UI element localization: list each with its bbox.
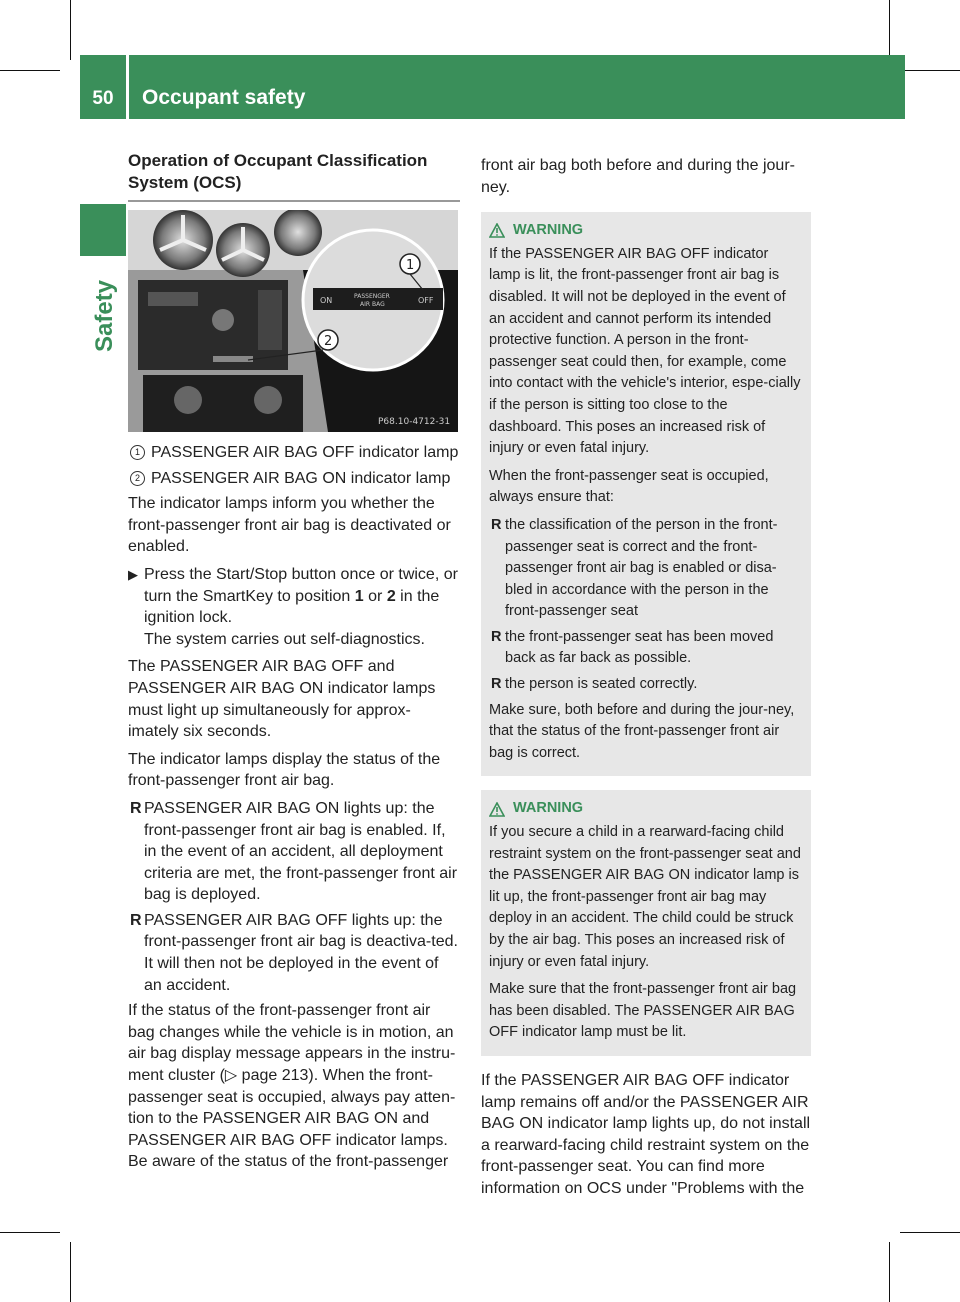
crop-mark [0, 1232, 60, 1233]
callout-number: 2 [130, 471, 145, 486]
callout-item [128, 442, 460, 464]
warning-box [481, 212, 811, 776]
warning-triangle-icon [489, 802, 505, 817]
callout-number: 1 [130, 445, 145, 460]
photo-label-airbag: AIR BAG [360, 301, 385, 308]
bullet-item [128, 798, 460, 906]
warning-text: Make sure that the front-passenger front air bag has been disabled. The PASSENGER AIR BAG OFF indicator lamp must be lit. [489, 981, 797, 1041]
warning-header [489, 798, 803, 820]
paragraph: If the PASSENGER AIR BAG OFF indicator lamp remains off and/or the PASSENGER AIR BAG ON indicator lamp lights up, do not install a rearward-facing child restraint system on the front-passenger seat. You can find more information on OCS under "Problems with the [481, 1071, 811, 1197]
instruction-step [128, 564, 460, 650]
warning-triangle-icon [489, 223, 505, 238]
photo-label-on: ON [320, 296, 333, 305]
crop-mark [889, 0, 890, 60]
crop-mark [70, 1242, 71, 1302]
paragraph: The PASSENGER AIR BAG OFF and PASSENGER AIR BAG ON indicator lamps must light up simultaneously for approx-imately six seconds. [128, 658, 436, 741]
paragraph: The indicator lamps inform you whether the front-passenger front air bag is deactivated or enabled. [128, 495, 451, 556]
warning-text: If you secure a child in a rearward-facing child restraint system on the front-passenger seat and the PASSENGER AIR BAG ON indicator lamp is lit up, the front-passenger front air bag may deploy in an accident. The child could be struck by the air bag. This poses an increased risk of injury or even fatal injury. [489, 824, 801, 970]
warning-text: Make sure, both before and during the jour-ney, that the status of the front-passenger front air bag is correct. [489, 701, 795, 761]
bullet-icon: R [491, 516, 502, 533]
page-reference-link[interactable]: ▷ page 213 [224, 1067, 309, 1085]
bullet-icon: R [491, 676, 502, 693]
step-or: or [363, 587, 387, 605]
step-position-2: 2 [386, 587, 396, 605]
bullet-item [489, 674, 803, 696]
paragraph: front air bag both before and during the jour-ney. [481, 157, 795, 196]
header-separator [126, 55, 129, 119]
photo-marker-1: 1 [406, 258, 415, 273]
bullet-text: PASSENGER AIR BAG ON lights up: the front-passenger front air bag is enabled. If, in the event of an accident, all deployment criteria are met, the front-passenger front air bag is deployed. [144, 799, 458, 904]
bullet-item [489, 627, 803, 670]
callout-item [128, 468, 460, 490]
crop-mark [70, 0, 71, 60]
bullet-item [489, 515, 803, 623]
bullet-text: the person is seated correctly. [505, 676, 698, 693]
step-text: Press the Start/Stop button once or twice, or turn the SmartKey to position [144, 565, 458, 605]
paragraph-text: ). When the front-passenger seat is occupied, always pay atten-tion to the PASSENGER AIR BAG ON and PASSENGER AIR BAG OFF indicator lamps. Be aware of the status of the front-passenger [128, 1067, 456, 1171]
warning-header [489, 220, 803, 242]
warning-title: WARNING [513, 222, 584, 239]
crop-mark [889, 1242, 890, 1302]
paragraph-text: If the status of the front-passenger front air bag changes while the vehicle is in motion, an air bag display message appears in the instru-ment cluster ( [128, 1002, 456, 1085]
side-label: Safety [91, 279, 118, 352]
section-title: Operation of Occupant Classification System (OCS) [128, 150, 460, 202]
bullet-text: the classification of the person in the front-passenger seat is correct and the front-passenger front air bag is enabled or disa-bled in accordance with the person in the front-passenger seat [505, 516, 778, 620]
step-result: The system carries out self-diagnostics. [144, 630, 425, 648]
photo-marker-2: 2 [324, 334, 333, 349]
photo-label-off: OFF [418, 296, 434, 305]
bullet-item [128, 910, 460, 996]
bullet-icon: R [130, 799, 142, 817]
bullet-text: the front-passenger seat has been moved back as far back as possible. [505, 628, 774, 667]
bullet-icon: R [130, 911, 142, 929]
bullet-icon: R [491, 628, 502, 645]
header-title: Occupant safety [142, 86, 306, 109]
page-number: 50 [92, 88, 114, 109]
step-arrow-icon: ▶ [128, 566, 138, 582]
warning-text: When the front-passenger seat is occupied, always ensure that: [489, 467, 769, 506]
warning-title: WARNING [513, 800, 584, 817]
photo-code: P68.10-4712-31 [378, 417, 451, 427]
dashboard-photo [128, 210, 458, 432]
warning-text: If the PASSENGER AIR BAG OFF indicator lamp is lit, the front-passenger front air bag is disabled. It will not be deployed in the event of an accident and cannot perform its intended protective function. A person in the front-passenger seat could then, for example, come into contact with the vehicle's interior, espe-cially if the person is sitting too close to the dashboard. This poses an increased risk of injury or even fatal injury. [489, 245, 801, 457]
step-position-1: 1 [354, 587, 364, 605]
paragraph [128, 1000, 460, 1173]
callout-text: PASSENGER AIR BAG ON indicator lamp [151, 469, 451, 487]
bullet-text: PASSENGER AIR BAG OFF lights up: the front-passenger front air bag is deactiva-ted. It will then not be deployed in the event of an accident. [144, 911, 458, 994]
crop-mark [0, 70, 60, 71]
callout-text: PASSENGER AIR BAG OFF indicator lamp [151, 444, 459, 461]
crop-mark [900, 70, 960, 71]
step-text-end: in the ignition lock. [144, 587, 440, 627]
warning-box [481, 790, 811, 1056]
dashboard-illustration [128, 210, 458, 432]
left-column [128, 150, 460, 1179]
right-column [481, 155, 811, 1206]
crop-mark [900, 1232, 960, 1233]
paragraph: The indicator lamps display the status of the front-passenger front air bag. [128, 750, 441, 790]
photo-label-passenger: PASSENGER [354, 293, 390, 300]
side-tab [80, 204, 126, 256]
